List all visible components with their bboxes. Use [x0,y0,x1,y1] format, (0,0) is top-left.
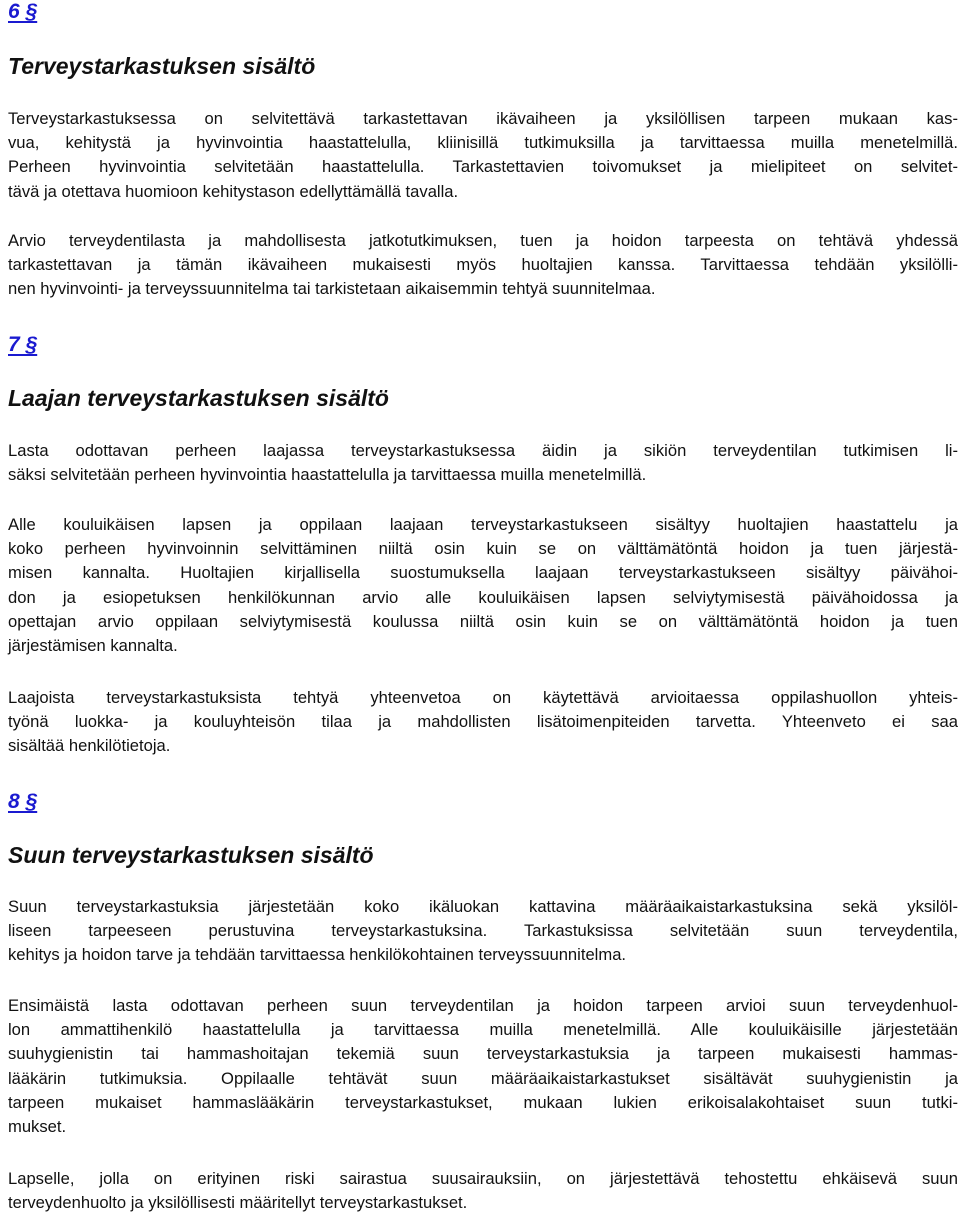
section-6-heading-block [8,53,958,80]
section-8-paragraph-1 [8,895,958,968]
section-7-paragraph-3 [8,686,958,759]
text-line: tarpeen mukaiset hammaslääkärin terveystarkastukset, mukaan lukien erikoisalakohtaiset suun tutki- [8,1092,958,1112]
text-line: nen hyvinvointi- ja terveyssuunnitelma tai tarkistetaan aikaisemmin tehtyä suunnitelmaa. [8,279,656,299]
text-line: Arvio terveydentilasta ja mahdollisesta jatkotutkimuksen, tuen ja hoidon tarpeesta on tehtävä yhdessä [8,231,958,250]
text-line: misen kannalta. Huoltajien kirjallisella suostumuksella laajaan terveystarkastukseen sisältyy päivähoi- [8,563,958,583]
text-line: järjestämisen kannalta. [8,636,178,656]
section-7-paragraph-2 [8,513,958,658]
text-line: Lasta odottavan perheen laajassa terveystarkastuksessa äidin ja sikiön terveydentilan tutkimisen li- [8,441,958,460]
section-6-title: Terveystarkastuksen sisältö [8,53,316,79]
text-line: suuhygienistin tai hammashoitajan tekemiä suun terveystarkastuksia ja tarpeen mukaisesti hammas- [8,1044,958,1064]
section-8-title: Suun terveystarkastuksen sisältö [8,842,374,868]
section-8-number-block [8,790,958,814]
text-line: koko perheen hyvinvoinnin selvittäminen niiltä osin kuin se on välttämätöntä hoidon ja tuen järjestä- [8,539,958,559]
section-6-paragraph-2 [8,229,958,302]
text-line: vua, kehitystä ja hyvinvointia haastattelulla, kliinisillä tutkimuksilla ja tarvittaessa muilla menetelmillä. [8,133,958,153]
section-7-title: Laajan terveystarkastuksen sisältö [8,385,389,411]
section-8-link[interactable]: 8 § [8,790,38,813]
section-8-paragraph-2 [8,994,958,1139]
text-line: Alle kouluikäisen lapsen ja oppilaan laajaan terveystarkastukseen sisältyy huoltajien haastattelu ja [8,515,958,534]
section-7-heading-block [8,385,958,412]
text-line: kehitys ja hoidon tarve ja tehdään tarvittaessa henkilökohtainen terveyssuunnitelma. [8,945,627,965]
text-line: Perheen hyvinvointia selvitetään haastattelulla. Tarkastettavien toivomukset ja mielipiteet on selvitet- [8,157,958,177]
text-line: lääkärin tutkimuksia. Oppilaalle tehtävät suun määräaikaistarkastukset sisältävät suuhygienistin ja [8,1068,958,1088]
text-line: tävä ja otettava huomioon kehitystason edellyttämällä tavalla. [8,181,459,201]
text-line: mukset. [8,1117,67,1137]
text-line: opettajan arvio oppilaan selviytymisestä koulussa niiltä osin kuin se on välttämätöntä hoidon ja tuen [8,611,958,631]
section-8-heading-block [8,842,958,869]
text-line: säksi selvitetään perheen hyvinvointia haastattelulla ja tarvittaessa muilla menetelmillä. [8,465,647,485]
section-6-paragraph-1 [8,107,958,204]
section-6-number-block [8,0,958,24]
text-line: Lapselle, jolla on erityinen riski sairastua suusairauksiin, on järjestettävä tehostettu ehkäisevä suun [8,1169,958,1188]
text-line: lon ammattihenkilö haastattelulla ja tarvittaessa muilla menetelmillä. Alle kouluikäisille järjestetään [8,1020,958,1040]
text-line: Ensimäistä lasta odottavan perheen suun terveydentilan ja hoidon tarpeen arvioi suun terveydenhuol- [8,996,958,1015]
text-line: Terveystarkastuksessa on selvitettävä tarkastettavan ikävaiheen ja yksilöllisen tarpeen mukaan kas- [8,109,958,128]
text-line: työnä luokka- ja kouluyhteisön tilaa ja mahdollisten lisätoimenpiteiden tarvetta. Yhteenveto ei saa [8,712,958,732]
text-line: tarkastettavan ja tämän ikävaiheen mukaisesti myös huoltajien kanssa. Tarvittaessa tehdään yksilölli- [8,255,958,275]
text-line: don ja esiopetuksen henkilökunnan arvio alle kouluikäisen lapsen selviytymisestä päivähoidossa ja [8,587,958,607]
section-8-paragraph-3 [8,1167,958,1215]
text-line: Suun terveystarkastuksia järjestetään koko ikäluokan kattavina määräaikaistarkastuksina sekä yksilöl- [8,897,958,916]
section-7-paragraph-1 [8,439,958,487]
text-line: terveydenhuolto ja yksilöllisesti määritellyt terveystarkastukset. [8,1193,468,1213]
text-line: Laajoista terveystarkastuksista tehtyä yhteenvetoa on käytettävä arvioitaessa oppilashuollon yhteis- [8,688,958,707]
section-7-number-block [8,333,958,357]
section-6-link[interactable]: 6 § [8,0,38,23]
text-line: liseen tarpeeseen perustuvina terveystarkastuksina. Tarkastuksissa selvitetään suun terveydentila, [8,921,958,941]
section-7-link[interactable]: 7 § [8,333,38,356]
text-line: sisältää henkilötietoja. [8,736,171,756]
